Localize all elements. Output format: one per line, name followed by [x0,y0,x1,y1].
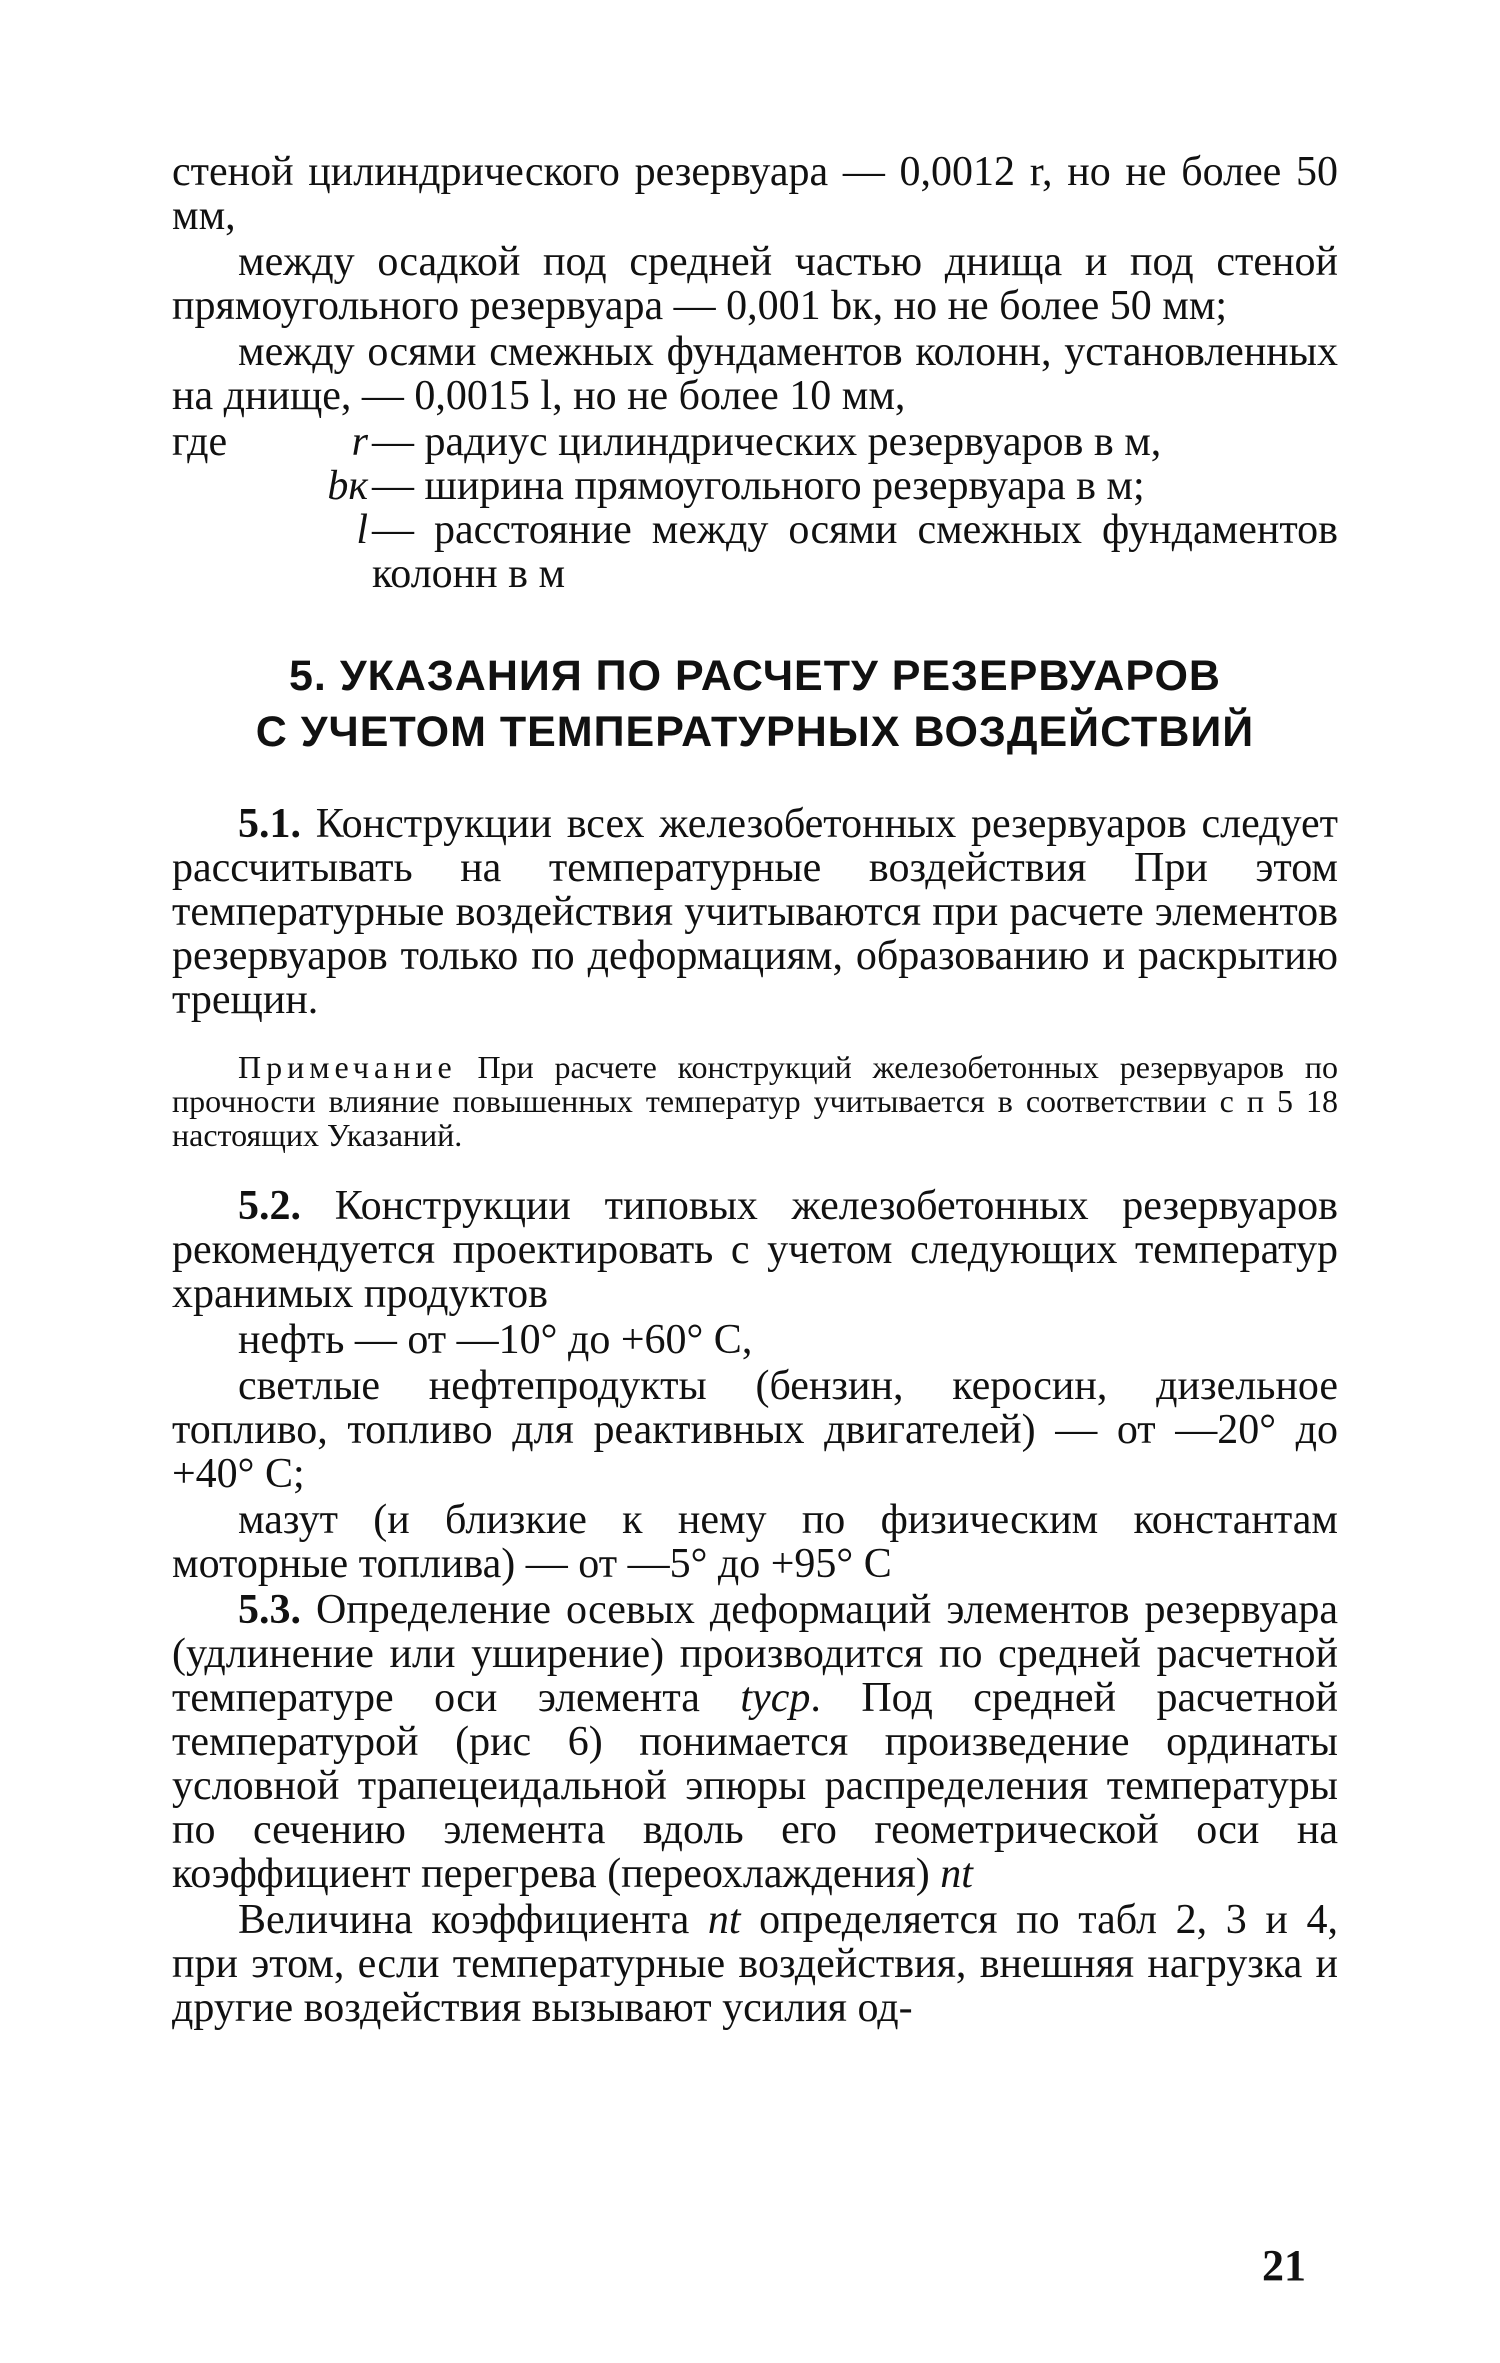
page-number: 21 [1262,2241,1306,2290]
overheat-coefficient-symbol: nt [940,1851,973,1897]
paragraph-column-foundations: между осями смежных фундаментов колонн, установленных на днище, — 0,0015 l, но не более 10 мм, [172,329,1338,419]
clause-text: Конструкции типовых железобетонных резервуаров рекомендуется проектировать с учетом следующих температур хранимых продуктов [172,1183,1338,1317]
section-heading [172,648,1338,760]
text-column [172,150,1338,2032]
definition-text: — ширина прямоугольного резервуара в м; [372,463,1145,509]
clause-number: 5.3. [238,1587,301,1633]
temperature-fuel-oil: мазут (и близкие к нему по физическим константам моторные топлива) — от —5° до +95° С [172,1497,1338,1587]
clause-text-a: Определение осевых деформаций элементов резервуара (удлинение или уширение) производится по средней расчетной температуре оси элемента [172,1587,1338,1721]
paragraph-bottom-settlement: между осадкой под средней частью днища и под стеной прямоугольного резервуара — 0,001 bк, но не более 50 мм; [172,239,1338,329]
definition-symbol: r [351,419,368,465]
definition-symbol: bк [327,463,368,509]
note-lead: Примечание [238,1049,457,1085]
section-heading-line1: 5. УКАЗАНИЯ ПО РАСЧЕТУ РЕЗЕРВУАРОВ [289,652,1221,700]
temperature-oil: нефть — от —10° до +60° С, [238,1317,753,1363]
definition-symbol: l [356,507,368,553]
paragraph-coefficient [172,1898,1338,2030]
definition-r [172,420,1338,464]
note-block [172,1050,1338,1152]
clause-number: 5.2. [238,1183,301,1229]
paragraph-text-a: Величина коэффициента [238,1897,708,1943]
clause-5-2 [172,1184,1338,1316]
clause-text-b: . Под средней расчетной температурой (рис 6) понимается произведение ординаты условной трапецеидальной эпюры распределения температуры по сечению элемента вдоль его геометрической оси на коэффициент перегрева (переохлаждения) [172,1675,1338,1897]
where-label: где [172,419,228,465]
coefficient-symbol: nt [707,1897,741,1943]
definition-text: — радиус цилиндрических резервуаров в м, [372,419,1162,465]
mean-temperature-symbol: tуср [740,1675,811,1721]
temperature-light-products: светлые нефтепродукты (бензин, керосин, дизельное топливо, топливо для реактивных двигателей) — от —20° до +40° С; [172,1363,1338,1497]
clause-5-3 [172,1588,1338,1896]
definition-l [172,508,1338,596]
symbol-definitions [172,420,1338,596]
section-heading-line2: С УЧЕТОМ ТЕМПЕРАТУРНЫХ ВОЗДЕЙСТВИЙ [255,708,1255,756]
note-text: При расчете конструкций железобетонных резервуаров по прочности влияние повышенных температур учитывается в соответствии с п 5 18 настоящих Указаний. [172,1049,1338,1153]
definition-text: — расстояние между осями смежных фундаментов колонн в м [372,507,1338,597]
paragraph-text-b: определяется по табл 2, 3 и 4, при этом, если температурные воздействия, внешняя нагрузка и другие воздействия вызывают усилия од- [172,1897,1338,2031]
paragraph-wall-settlement: стеной цилиндрического резервуара — 0,0012 r, но не более 50 мм, [172,149,1338,239]
definition-bk [172,464,1338,508]
clause-text: Конструкции всех железобетонных резервуаров следует рассчитывать на температурные воздействия При этом температурные воздействия учитываются при расчете элементов резервуаров только по деформациям, образованию и раскрытию трещин. [172,801,1338,1023]
clause-number: 5.1. [238,801,301,847]
clause-5-1 [172,802,1338,1022]
